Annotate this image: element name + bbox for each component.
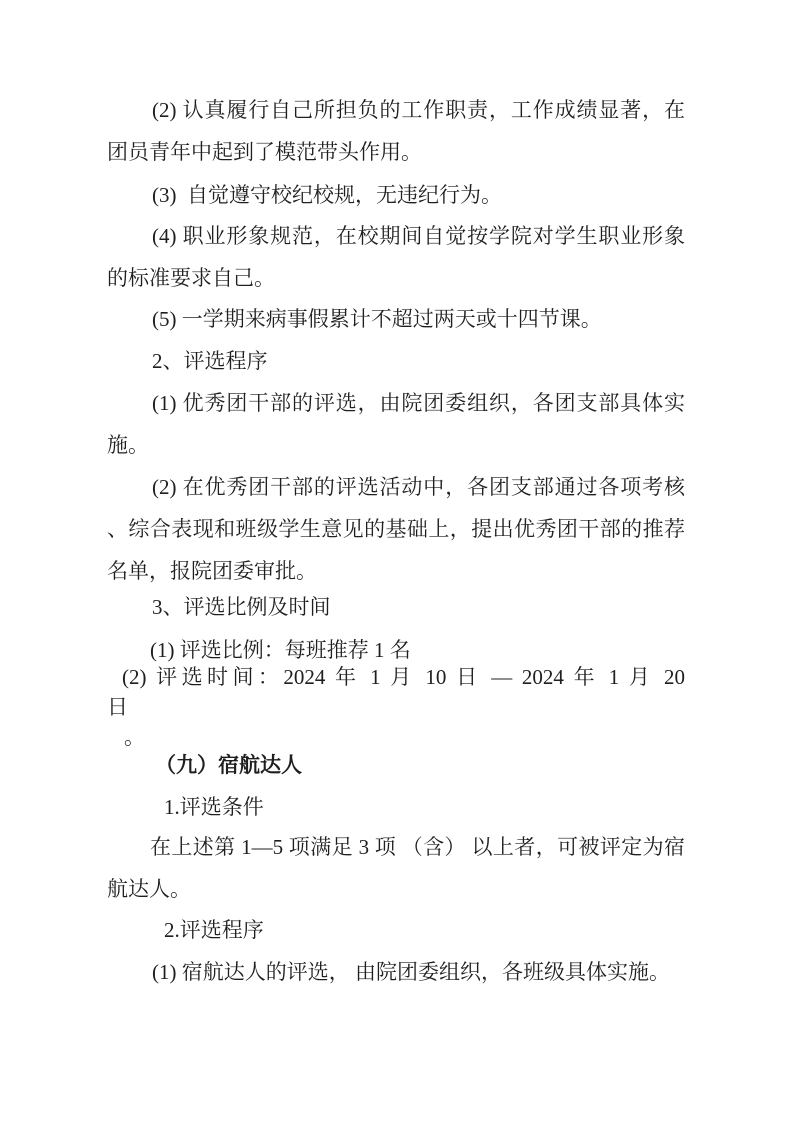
text-line: 航达人。: [107, 877, 191, 901]
para-criterion-5: [107, 298, 685, 340]
heading-conditions: [107, 786, 685, 828]
text-line: (2) 认真履行自己所担负的工作职责，工作成绩显著，在: [152, 98, 685, 122]
text-line: 1.评选条件: [164, 795, 264, 819]
heading-section-9: [107, 744, 685, 786]
text-line: 团员青年中起到了模范带头作用。: [107, 140, 422, 164]
para-procedure-1: [107, 382, 685, 466]
para-criterion-4: [107, 215, 685, 299]
text-line: 、综合表现和班级学生意见的基础上，提出优秀团干部的推荐: [107, 517, 685, 541]
heading-procedure-2: [107, 909, 685, 951]
text-line: 的标准要求自己。: [107, 266, 275, 290]
para-time: [107, 662, 685, 752]
text-line: 名单，报院团委审批。: [107, 559, 317, 583]
para-criterion-2: [107, 89, 685, 173]
para-conditions: [107, 826, 685, 910]
text-line: 2.评选程序: [164, 918, 264, 942]
text-line: (3) 自觉遵守校纪校规，无违纪行为。: [152, 183, 502, 207]
text-line: (2) 在优秀团干部的评选活动中，各团支部通过各项考核: [152, 475, 685, 499]
text-line: (5) 一学期来病事假累计不超过两天或十四节课。: [152, 307, 602, 331]
text-line: (1) 优秀团干部的评选，由院团委组织，各团支部具体实: [152, 391, 685, 415]
heading-ratio-time: [107, 586, 685, 628]
heading-procedure: [107, 340, 685, 382]
text-line: 在上述第 1—5 项满足 3 项 （含） 以上者，可被评定为宿: [150, 835, 685, 859]
para-procedure-2: [107, 466, 685, 592]
text-line: (1) 宿航达人的评选， 由院团委组织，各班级具体实施。: [152, 960, 670, 984]
text-line: 2、评选程序: [152, 349, 268, 373]
text-line: (2) 评选时间：2024 年 1 月 10 日 — 2024 年 1 月 20: [122, 665, 685, 689]
text-line: (4) 职业形象规范，在校期间自觉按学院对学生职业形象: [152, 224, 685, 248]
text-line: 。: [124, 725, 145, 749]
text-line: 施。: [107, 433, 149, 457]
text-line: 日: [107, 695, 128, 719]
text-line: (1) 评选比例：每班推荐 1 名: [150, 638, 411, 662]
para-daren-procedure-1: [107, 951, 685, 993]
text-line: 3、评选比例及时间: [152, 595, 331, 619]
text-line: （九）宿航达人: [155, 753, 302, 777]
para-criterion-3: [107, 174, 685, 216]
